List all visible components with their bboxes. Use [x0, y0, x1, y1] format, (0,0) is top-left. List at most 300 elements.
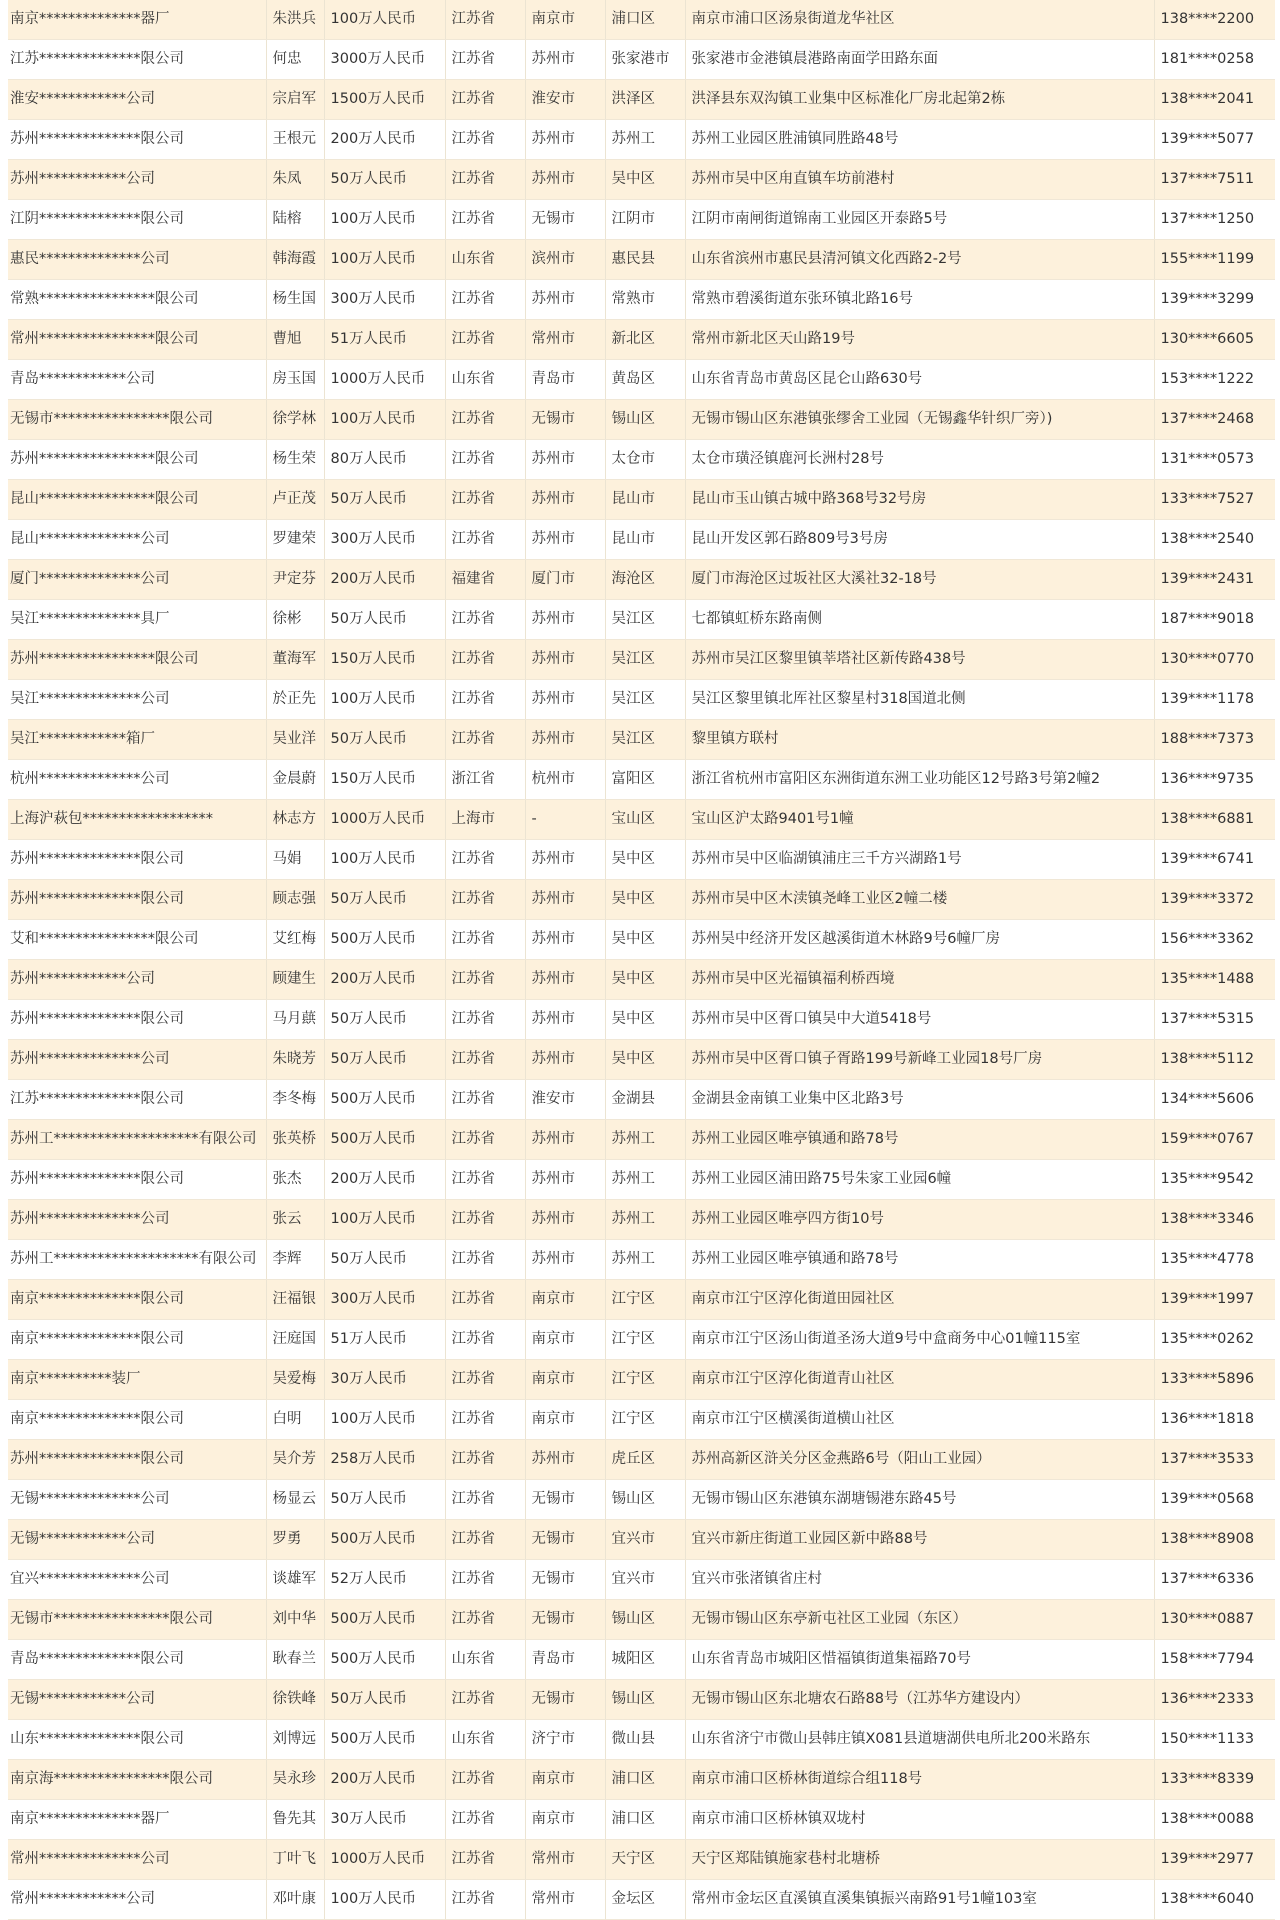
cell-legal-person: 张杰 [266, 1160, 324, 1200]
cell-city: 苏州市 [525, 840, 605, 880]
cell-phone: 138****0088 [1154, 1800, 1275, 1840]
cell-phone: 139****1178 [1154, 680, 1275, 720]
cell-registered-capital: 500万人民币 [324, 920, 445, 960]
table-row [8, 360, 1275, 400]
cell-registered-capital: 100万人民币 [324, 1200, 445, 1240]
cell-address: 昆山开发区郭石路809号3号房 [685, 520, 1154, 560]
cell-registered-capital: 200万人民币 [324, 1760, 445, 1800]
cell-province: 江苏省 [445, 1840, 525, 1880]
cell-city: 无锡市 [525, 1560, 605, 1600]
cell-city: 无锡市 [525, 1480, 605, 1520]
cell-province: 江苏省 [445, 680, 525, 720]
cell-address: 宜兴市新庄街道工业园区新中路88号 [685, 1520, 1154, 1560]
cell-address: 苏州市吴中区临湖镇浦庄三千方兴湖路1号 [685, 840, 1154, 880]
cell-phone: 137****6336 [1154, 1560, 1275, 1600]
cell-address: 张家港市金港镇晨港路南面学田路东面 [685, 40, 1154, 80]
cell-city: 常州市 [525, 1840, 605, 1880]
table-row [8, 280, 1275, 320]
cell-province: 江苏省 [445, 0, 525, 40]
cell-address: 吴江区黎里镇北厍社区黎星村318国道北侧 [685, 680, 1154, 720]
table-row [8, 1280, 1275, 1320]
cell-legal-person: 丁叶飞 [266, 1840, 324, 1880]
cell-city: 无锡市 [525, 1520, 605, 1560]
cell-city: 苏州市 [525, 1000, 605, 1040]
cell-address: 昆山市玉山镇古城中路368号32号房 [685, 480, 1154, 520]
cell-province: 江苏省 [445, 880, 525, 920]
cell-legal-person: 张云 [266, 1200, 324, 1240]
cell-registered-capital: 500万人民币 [324, 1640, 445, 1680]
cell-city: 苏州市 [525, 1160, 605, 1200]
cell-registered-capital: 1500万人民币 [324, 80, 445, 120]
cell-legal-person: 徐彬 [266, 600, 324, 640]
cell-district: 昆山市 [605, 480, 685, 520]
cell-legal-person: 艾红梅 [266, 920, 324, 960]
cell-district: 吴中区 [605, 960, 685, 1000]
cell-city: 滨州市 [525, 240, 605, 280]
cell-phone: 136****9735 [1154, 760, 1275, 800]
cell-province: 江苏省 [445, 1040, 525, 1080]
cell-registered-capital: 30万人民币 [324, 1360, 445, 1400]
cell-phone: 138****2200 [1154, 0, 1275, 40]
cell-district: 苏州工 [605, 120, 685, 160]
cell-district: 江宁区 [605, 1320, 685, 1360]
table-row [8, 80, 1275, 120]
cell-legal-person: 林志方 [266, 800, 324, 840]
cell-address: 太仓市璜泾镇鹿河长洲村28号 [685, 440, 1154, 480]
cell-province: 山东省 [445, 1640, 525, 1680]
cell-province: 江苏省 [445, 1000, 525, 1040]
cell-city: 苏州市 [525, 720, 605, 760]
cell-legal-person: 汪庭国 [266, 1320, 324, 1360]
cell-legal-person: 朱晓芳 [266, 1040, 324, 1080]
cell-registered-capital: 500万人民币 [324, 1600, 445, 1640]
cell-city: 苏州市 [525, 960, 605, 1000]
cell-legal-person: 罗勇 [266, 1520, 324, 1560]
cell-phone: 133****5896 [1154, 1360, 1275, 1400]
cell-province: 江苏省 [445, 1880, 525, 1920]
table-row [8, 160, 1275, 200]
cell-company-name: 无锡************公司 [8, 1520, 266, 1560]
cell-registered-capital: 100万人民币 [324, 1880, 445, 1920]
cell-province: 江苏省 [445, 1120, 525, 1160]
cell-company-name: 苏州**************公司 [8, 1040, 266, 1080]
table-row [8, 840, 1275, 880]
cell-phone: 138****6040 [1154, 1880, 1275, 1920]
cell-company-name: 南京**************限公司 [8, 1280, 266, 1320]
cell-registered-capital: 200万人民币 [324, 120, 445, 160]
table-body [8, 0, 1275, 1920]
cell-city: 淮安市 [525, 1080, 605, 1120]
cell-company-name: 青岛************公司 [8, 360, 266, 400]
table-row [8, 1840, 1275, 1880]
cell-address: 南京市江宁区汤山街道圣汤大道9号中盒商务中心01幢115室 [685, 1320, 1154, 1360]
cell-phone: 153****1222 [1154, 360, 1275, 400]
cell-legal-person: 杨生国 [266, 280, 324, 320]
cell-legal-person: 白明 [266, 1400, 324, 1440]
cell-phone: 138****2540 [1154, 520, 1275, 560]
cell-legal-person: 房玉国 [266, 360, 324, 400]
cell-company-name: 常州************公司 [8, 1880, 266, 1920]
table-row [8, 800, 1275, 840]
cell-district: 微山县 [605, 1720, 685, 1760]
table-row [8, 600, 1275, 640]
cell-city: 无锡市 [525, 1680, 605, 1720]
table-row [8, 120, 1275, 160]
cell-company-name: 南京**************限公司 [8, 1400, 266, 1440]
cell-company-name: 无锡市****************限公司 [8, 1600, 266, 1640]
cell-company-name: 吴江**************公司 [8, 680, 266, 720]
cell-company-name: 江阴**************限公司 [8, 200, 266, 240]
table-row [8, 1680, 1275, 1720]
cell-district: 宜兴市 [605, 1520, 685, 1560]
table-row [8, 320, 1275, 360]
cell-province: 江苏省 [445, 1280, 525, 1320]
cell-district: 黄岛区 [605, 360, 685, 400]
cell-registered-capital: 200万人民币 [324, 960, 445, 1000]
cell-district: 虎丘区 [605, 1440, 685, 1480]
table-row [8, 480, 1275, 520]
table-row [8, 880, 1275, 920]
cell-registered-capital: 100万人民币 [324, 680, 445, 720]
cell-city: 苏州市 [525, 440, 605, 480]
cell-company-name: 苏州************公司 [8, 960, 266, 1000]
cell-address: 南京市江宁区淳化街道田园社区 [685, 1280, 1154, 1320]
table-row [8, 1320, 1275, 1360]
cell-registered-capital: 100万人民币 [324, 1400, 445, 1440]
cell-city: 南京市 [525, 1800, 605, 1840]
table-row [8, 1440, 1275, 1480]
cell-district: 吴中区 [605, 1000, 685, 1040]
cell-city: 苏州市 [525, 1200, 605, 1240]
cell-city: 苏州市 [525, 160, 605, 200]
cell-company-name: 江苏**************限公司 [8, 40, 266, 80]
table-row [8, 1760, 1275, 1800]
cell-city: 苏州市 [525, 680, 605, 720]
cell-phone: 137****3533 [1154, 1440, 1275, 1480]
cell-address: 金湖县金南镇工业集中区北路3号 [685, 1080, 1154, 1120]
cell-province: 江苏省 [445, 1800, 525, 1840]
cell-city: 济宁市 [525, 1720, 605, 1760]
cell-phone: 137****1250 [1154, 200, 1275, 240]
cell-province: 江苏省 [445, 1560, 525, 1600]
cell-registered-capital: 200万人民币 [324, 560, 445, 600]
cell-company-name: 青岛**************限公司 [8, 1640, 266, 1680]
cell-province: 山东省 [445, 360, 525, 400]
cell-province: 江苏省 [445, 80, 525, 120]
cell-address: 无锡市锡山区东港镇张缪舍工业园（无锡鑫华针织厂旁）) [685, 400, 1154, 440]
cell-city: 苏州市 [525, 40, 605, 80]
cell-address: 南京市浦口区汤泉街道龙华社区 [685, 0, 1154, 40]
cell-address: 苏州吴中经济开发区越溪街道木林路9号6幢厂房 [685, 920, 1154, 960]
cell-registered-capital: 3000万人民币 [324, 40, 445, 80]
cell-phone: 138****2041 [1154, 80, 1275, 120]
cell-legal-person: 杨生荣 [266, 440, 324, 480]
cell-legal-person: 王根元 [266, 120, 324, 160]
cell-address: 山东省青岛市城阳区惜福镇街道集福路70号 [685, 1640, 1154, 1680]
table-row [8, 1720, 1275, 1760]
table-row [8, 520, 1275, 560]
cell-registered-capital: 100万人民币 [324, 200, 445, 240]
cell-legal-person: 邓叶康 [266, 1880, 324, 1920]
cell-province: 江苏省 [445, 1080, 525, 1120]
cell-district: 宜兴市 [605, 1560, 685, 1600]
cell-province: 江苏省 [445, 1400, 525, 1440]
cell-company-name: 惠民**************公司 [8, 240, 266, 280]
cell-legal-person: 朱洪兵 [266, 0, 324, 40]
cell-company-name: 艾和****************限公司 [8, 920, 266, 960]
cell-registered-capital: 300万人民币 [324, 280, 445, 320]
cell-city: 苏州市 [525, 600, 605, 640]
table-row [8, 1120, 1275, 1160]
cell-address: 苏州市吴中区甪直镇车坊前港村 [685, 160, 1154, 200]
cell-district: 苏州工 [605, 1160, 685, 1200]
cell-district: 浦口区 [605, 0, 685, 40]
cell-company-name: 山东**************限公司 [8, 1720, 266, 1760]
cell-company-name: 昆山**************公司 [8, 520, 266, 560]
cell-district: 锡山区 [605, 1680, 685, 1720]
table-row [8, 920, 1275, 960]
cell-province: 江苏省 [445, 160, 525, 200]
cell-district: 富阳区 [605, 760, 685, 800]
cell-registered-capital: 300万人民币 [324, 520, 445, 560]
cell-city: 南京市 [525, 1760, 605, 1800]
cell-city: 常州市 [525, 1880, 605, 1920]
cell-registered-capital: 50万人民币 [324, 1480, 445, 1520]
cell-legal-person: 吴介芳 [266, 1440, 324, 1480]
cell-legal-person: 吴永珍 [266, 1760, 324, 1800]
cell-address: 苏州市吴江区黎里镇莘塔社区新传路438号 [685, 640, 1154, 680]
cell-address: 七都镇虹桥东路南侧 [685, 600, 1154, 640]
cell-province: 江苏省 [445, 1600, 525, 1640]
cell-registered-capital: 50万人民币 [324, 1680, 445, 1720]
cell-legal-person: 吴爱梅 [266, 1360, 324, 1400]
cell-phone: 130****0887 [1154, 1600, 1275, 1640]
cell-company-name: 杭州**************公司 [8, 760, 266, 800]
cell-registered-capital: 500万人民币 [324, 1120, 445, 1160]
cell-province: 山东省 [445, 240, 525, 280]
cell-province: 江苏省 [445, 1200, 525, 1240]
cell-district: 新北区 [605, 320, 685, 360]
cell-address: 山东省济宁市微山县韩庄镇X081县道塘湖供电所北200米路东 [685, 1720, 1154, 1760]
cell-company-name: 无锡市****************限公司 [8, 400, 266, 440]
table-row [8, 960, 1275, 1000]
cell-city: 淮安市 [525, 80, 605, 120]
cell-company-name: 常州****************限公司 [8, 320, 266, 360]
cell-company-name: 苏州************公司 [8, 160, 266, 200]
cell-phone: 135****0262 [1154, 1320, 1275, 1360]
cell-registered-capital: 150万人民币 [324, 760, 445, 800]
cell-phone: 130****6605 [1154, 320, 1275, 360]
cell-phone: 135****9542 [1154, 1160, 1275, 1200]
cell-registered-capital: 50万人民币 [324, 1000, 445, 1040]
cell-phone: 130****0770 [1154, 640, 1275, 680]
cell-province: 江苏省 [445, 1320, 525, 1360]
table-row [8, 1880, 1275, 1920]
cell-address: 无锡市锡山区东亭新屯社区工业园（东区） [685, 1600, 1154, 1640]
cell-legal-person: 曹旭 [266, 320, 324, 360]
cell-phone: 139****6741 [1154, 840, 1275, 880]
cell-district: 江宁区 [605, 1400, 685, 1440]
table-row [8, 0, 1275, 40]
cell-address: 厦门市海沧区过坂社区大溪社32-18号 [685, 560, 1154, 600]
cell-legal-person: 鲁先其 [266, 1800, 324, 1840]
cell-company-name: 常州**************公司 [8, 1840, 266, 1880]
cell-address: 黎里镇方联村 [685, 720, 1154, 760]
cell-city: 苏州市 [525, 120, 605, 160]
cell-registered-capital: 500万人民币 [324, 1720, 445, 1760]
cell-province: 江苏省 [445, 1680, 525, 1720]
cell-legal-person: 罗建荣 [266, 520, 324, 560]
cell-registered-capital: 1000万人民币 [324, 800, 445, 840]
cell-registered-capital: 30万人民币 [324, 1800, 445, 1840]
cell-district: 城阳区 [605, 1640, 685, 1680]
cell-city: 苏州市 [525, 480, 605, 520]
cell-company-name: 南京**************限公司 [8, 1320, 266, 1360]
cell-registered-capital: 50万人民币 [324, 1040, 445, 1080]
cell-district: 浦口区 [605, 1800, 685, 1840]
cell-province: 浙江省 [445, 760, 525, 800]
cell-phone: 138****8908 [1154, 1520, 1275, 1560]
cell-phone: 135****1488 [1154, 960, 1275, 1000]
cell-district: 金坛区 [605, 1880, 685, 1920]
cell-registered-capital: 100万人民币 [324, 240, 445, 280]
cell-city: 苏州市 [525, 520, 605, 560]
cell-company-name: 苏州**************限公司 [8, 1000, 266, 1040]
cell-district: 江宁区 [605, 1280, 685, 1320]
cell-address: 山东省青岛市黄岛区昆仑山路630号 [685, 360, 1154, 400]
cell-phone: 156****3362 [1154, 920, 1275, 960]
cell-phone: 158****7794 [1154, 1640, 1275, 1680]
table-row [8, 240, 1275, 280]
cell-legal-person: 刘博远 [266, 1720, 324, 1760]
cell-legal-person: 於正先 [266, 680, 324, 720]
cell-registered-capital: 258万人民币 [324, 1440, 445, 1480]
cell-address: 苏州市吴中区光福镇福利桥西境 [685, 960, 1154, 1000]
cell-address: 苏州工业园区唯亭镇通和路78号 [685, 1240, 1154, 1280]
cell-legal-person: 吴业洋 [266, 720, 324, 760]
cell-registered-capital: 50万人民币 [324, 720, 445, 760]
cell-company-name: 苏州**************限公司 [8, 840, 266, 880]
cell-company-name: 苏州**************限公司 [8, 1440, 266, 1480]
cell-phone: 187****9018 [1154, 600, 1275, 640]
cell-company-name: 昆山****************限公司 [8, 480, 266, 520]
cell-registered-capital: 80万人民币 [324, 440, 445, 480]
cell-phone: 181****0258 [1154, 40, 1275, 80]
cell-district: 浦口区 [605, 1760, 685, 1800]
cell-phone: 135****4778 [1154, 1240, 1275, 1280]
table-row [8, 400, 1275, 440]
cell-address: 洪泽县东双沟镇工业集中区标准化厂房北起第2栋 [685, 80, 1154, 120]
table-row [8, 1240, 1275, 1280]
cell-company-name: 上海沪萩包****************** [8, 800, 266, 840]
cell-registered-capital: 500万人民币 [324, 1080, 445, 1120]
cell-company-name: 吴江**************具厂 [8, 600, 266, 640]
cell-city: 苏州市 [525, 1240, 605, 1280]
cell-city: 常州市 [525, 320, 605, 360]
cell-address: 苏州市吴中区木渎镇尧峰工业区2幢二楼 [685, 880, 1154, 920]
cell-district: 宝山区 [605, 800, 685, 840]
cell-registered-capital: 50万人民币 [324, 600, 445, 640]
table-row [8, 720, 1275, 760]
cell-province: 江苏省 [445, 440, 525, 480]
cell-phone: 137****5315 [1154, 1000, 1275, 1040]
cell-city: 苏州市 [525, 280, 605, 320]
cell-phone: 133****7527 [1154, 480, 1275, 520]
cell-province: 江苏省 [445, 320, 525, 360]
cell-registered-capital: 200万人民币 [324, 1160, 445, 1200]
cell-district: 昆山市 [605, 520, 685, 560]
cell-registered-capital: 50万人民币 [324, 880, 445, 920]
cell-address: 苏州高新区浒关分区金燕路6号（阳山工业园） [685, 1440, 1154, 1480]
cell-province: 上海市 [445, 800, 525, 840]
table-row [8, 1080, 1275, 1120]
cell-province: 江苏省 [445, 1520, 525, 1560]
cell-province: 江苏省 [445, 920, 525, 960]
cell-legal-person: 董海军 [266, 640, 324, 680]
cell-city: 南京市 [525, 1320, 605, 1360]
table-row [8, 1480, 1275, 1520]
cell-address: 南京市江宁区淳化街道青山社区 [685, 1360, 1154, 1400]
cell-address: 无锡市锡山区东北塘农石路88号（江苏华方建设内） [685, 1680, 1154, 1720]
cell-company-name: 苏州**************公司 [8, 1200, 266, 1240]
cell-city: 青岛市 [525, 1640, 605, 1680]
cell-legal-person: 汪福银 [266, 1280, 324, 1320]
cell-company-name: 厦门**************公司 [8, 560, 266, 600]
cell-legal-person: 顾建生 [266, 960, 324, 1000]
cell-phone: 139****1997 [1154, 1280, 1275, 1320]
cell-city: 无锡市 [525, 1600, 605, 1640]
cell-legal-person: 何忠 [266, 40, 324, 80]
cell-city: 杭州市 [525, 760, 605, 800]
cell-legal-person: 耿春兰 [266, 1640, 324, 1680]
cell-registered-capital: 100万人民币 [324, 840, 445, 880]
cell-legal-person: 马月蕻 [266, 1000, 324, 1040]
cell-registered-capital: 52万人民币 [324, 1560, 445, 1600]
cell-registered-capital: 500万人民币 [324, 1520, 445, 1560]
cell-address: 南京市浦口区桥林街道综合组118号 [685, 1760, 1154, 1800]
cell-legal-person: 谈雄军 [266, 1560, 324, 1600]
cell-address: 苏州市吴中区胥口镇子胥路199号新峰工业园18号厂房 [685, 1040, 1154, 1080]
cell-address: 苏州工业园区胜浦镇同胜路48号 [685, 120, 1154, 160]
cell-company-name: 南京**************器厂 [8, 0, 266, 40]
table-row [8, 40, 1275, 80]
table-row [8, 1800, 1275, 1840]
cell-legal-person: 李冬梅 [266, 1080, 324, 1120]
cell-district: 吴中区 [605, 880, 685, 920]
cell-phone: 139****0568 [1154, 1480, 1275, 1520]
cell-phone: 138****5112 [1154, 1040, 1275, 1080]
cell-phone: 155****1199 [1154, 240, 1275, 280]
table-row [8, 1000, 1275, 1040]
cell-city: 南京市 [525, 0, 605, 40]
cell-city: 南京市 [525, 1360, 605, 1400]
cell-phone: 137****2468 [1154, 400, 1275, 440]
cell-legal-person: 李辉 [266, 1240, 324, 1280]
cell-district: 江阴市 [605, 200, 685, 240]
cell-address: 常熟市碧溪街道东张环镇北路16号 [685, 280, 1154, 320]
cell-phone: 134****5606 [1154, 1080, 1275, 1120]
cell-company-name: 苏州**************限公司 [8, 880, 266, 920]
cell-province: 江苏省 [445, 720, 525, 760]
cell-province: 江苏省 [445, 1480, 525, 1520]
cell-phone: 138****3346 [1154, 1200, 1275, 1240]
cell-province: 江苏省 [445, 520, 525, 560]
cell-district: 惠民县 [605, 240, 685, 280]
cell-address: 无锡市锡山区东港镇东湖塘锡港东路45号 [685, 1480, 1154, 1520]
cell-legal-person: 尹定芬 [266, 560, 324, 600]
cell-city: 厦门市 [525, 560, 605, 600]
cell-phone: 139****3299 [1154, 280, 1275, 320]
